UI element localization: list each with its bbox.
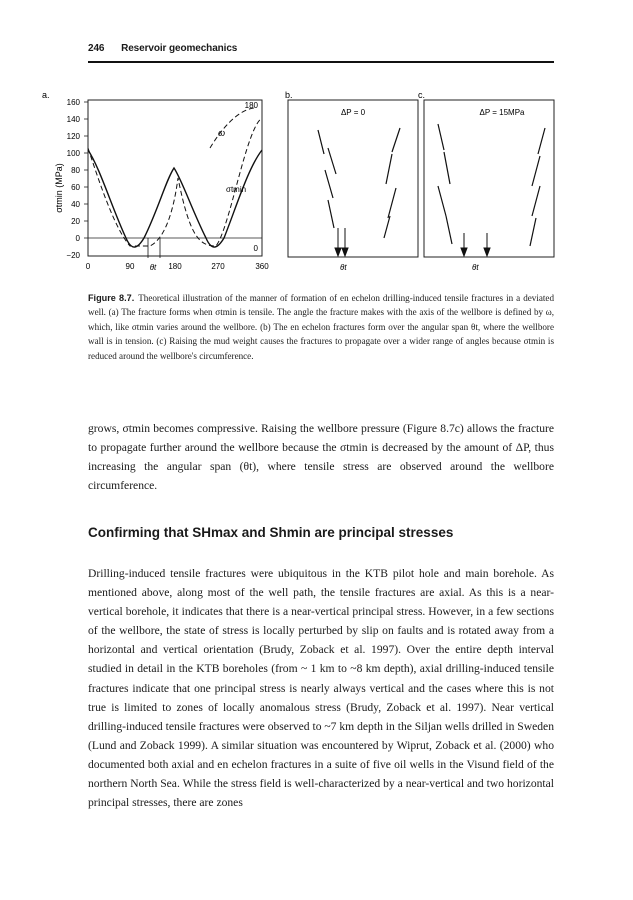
- panel-b-fractures: [318, 128, 400, 238]
- omega-label: ω: [218, 128, 226, 138]
- figure-caption: [88, 291, 554, 363]
- xtick-90: 90: [125, 262, 135, 271]
- xtick-180: 180: [168, 262, 182, 271]
- ytick-160: 160: [66, 98, 80, 107]
- header-rule: [88, 61, 554, 63]
- panel-b-frame: [288, 100, 418, 257]
- panel-a-xticks: [86, 262, 269, 272]
- panel-b-arrows: [335, 228, 348, 256]
- panel-c-label: c.: [418, 90, 426, 100]
- panel-a-theta: θt: [149, 263, 157, 272]
- panel-a-yticks: [66, 98, 80, 260]
- ytick-120: 120: [66, 132, 80, 141]
- xtick-0: 0: [85, 262, 91, 271]
- ytick-100: 100: [66, 149, 80, 158]
- ytick-140: 140: [66, 115, 80, 124]
- caption-text: Theoretical illustration of the manner of formation of en echelon drilling-induced tensile fractures in a deviated well. (a) The fracture forms when σtmin is tensile. The angle the fracture makes with the axis of the wellbore is defined by ω, which, like σtmin varies around the wellbore. (b) The en echelon fractures form over the angular span θt, where the wellbore wall is in tension. (c) Raising the mud weight causes the fractures to propagate over a wider range of angles because σtmin is reduced around the wellbore's circumference.: [88, 293, 554, 361]
- omega-curve: [88, 118, 262, 246]
- ytick-minus20: −20: [66, 251, 80, 260]
- panel-b-label: b.: [285, 90, 293, 100]
- sigma-curve: [88, 150, 262, 247]
- panel-c-theta: θt: [472, 263, 479, 272]
- running-header: [88, 43, 237, 54]
- page-number: 246: [88, 43, 105, 54]
- right-tick-0: 0: [253, 244, 258, 253]
- sigma-label: σtmin: [226, 185, 247, 194]
- running-title: Reservoir geomechanics: [121, 43, 238, 54]
- figure-8-7: [40, 88, 560, 283]
- ytick-40: 40: [71, 200, 80, 209]
- section-heading: Confirming that SHmax and Shmin are principal stresses: [88, 525, 454, 540]
- ytick-0: 0: [75, 234, 80, 243]
- ytick-60: 60: [71, 183, 80, 192]
- panel-a-frame: [88, 100, 262, 256]
- omega-peak: [210, 108, 254, 148]
- ytick-80: 80: [71, 166, 80, 175]
- right-tick-180: 180: [244, 101, 258, 110]
- panel-b-theta: θt: [340, 263, 347, 272]
- xtick-270: 270: [211, 262, 225, 271]
- paragraph-1: grows, σtmin becomes compressive. Raising the wellbore pressure (Figure 8.7c) allows the fracture to propagate further around the wellbore because the σtmin is decreased by the amount of ΔP, thus increasing the angular span (θt), where tensile stress are observed around the wellbore circumference.: [88, 422, 554, 493]
- panel-b-dp: ΔP = 0: [340, 108, 366, 117]
- caption-label: Figure 8.7.: [88, 293, 135, 303]
- panel-c-dp: ΔP = 15MPa: [479, 108, 525, 117]
- panel-a-label: a.: [42, 90, 50, 100]
- xtick-360: 360: [255, 262, 269, 271]
- panel-c-fractures: [438, 124, 545, 246]
- ytick-20: 20: [71, 217, 80, 226]
- panel-c-arrows: [461, 233, 490, 256]
- paragraph-2: Drilling-induced tensile fractures were ubiquitous in the KTB pilot hole and main borehole. As mentioned above, along most of the well path, the tensile fractures are axial. As this is a near-vertical borehole, it indicates that there is a near-vertical principal stress. However, in a few sections of the wellbore, the state of stress is locally perturbed by slip on faults and is rotated away from a horizontal and vertical orientation (Brudy, Zoback et al. 1997). Over the entire depth interval studied in detail in the KTB boreholes (from ~ 1 km to ~8 km depth), axial drilling-induced tensile fractures indicate that one principal stress is nearly always vertical and the cases where this is not true is limited to zones of locally anomalous stress (Brudy, Zoback et al. 1997). Near vertical drilling-induced tensile fractures were observed to ~7 km depth in the Siljan wells drilled in Sweden (Lund and Zoback 1999). A similar situation was encountered by Wiprut, Zoback et al. (2000) who documented both axial and en echelon fractures in a suite of five oil wells in the Visund field of the northern North Sea. While the stress field is well-characterized by a near-vertical and two horizontal principal stresses, there are zones: [88, 567, 554, 810]
- panel-a-ylabel: σtmin (MPa): [54, 163, 64, 213]
